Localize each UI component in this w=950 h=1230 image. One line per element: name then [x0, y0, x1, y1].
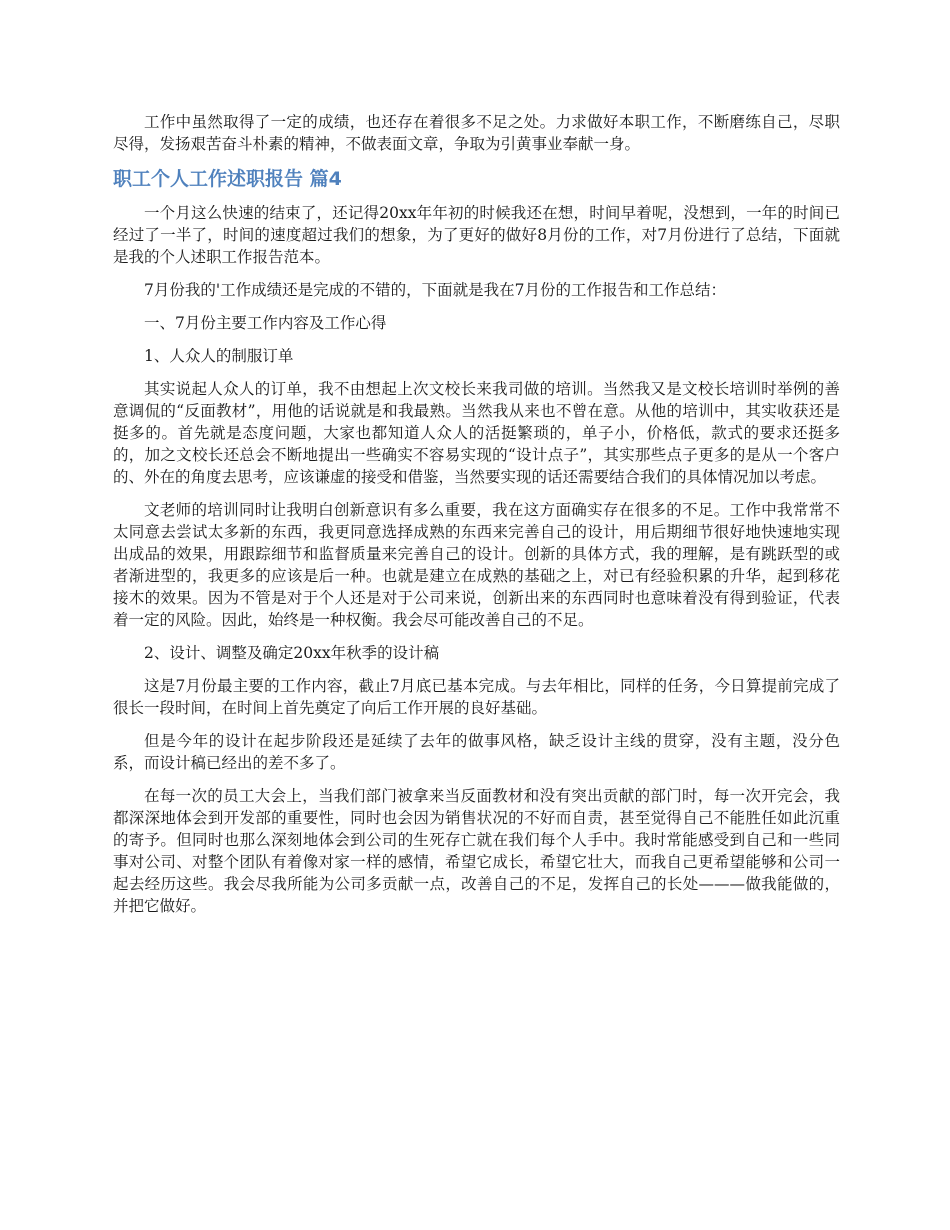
paragraph-2: 7月份我的'工作成绩还是完成的不错的，下面就是我在7月份的工作报告和工作总结：	[144, 281, 726, 299]
paragraph-5: 这是7月份最主要的工作内容，截止7月底已基本完成。与去年相比，同样的任务，今日算提前完成了很长一段时间，在时间上首先奠定了向后工作开展的良好基础。	[113, 677, 840, 717]
paragraph-7: 在每一次的员工大会上，当我们部门被拿来当反面教材和没有突出贡献的部门时，每一次开完会，我都深深地体会到开发部的重要性，同时也会因为销售状况的不好而自责，甚至觉得自己不能胜任如此沉重的寄予。但同时也那么深刻地体会到公司的生死存亡就在我们每个人手中。我时常能感受到自己和一些同事对公司、对整个团队有着像对家一样的感情，希望它成长，希望它壮大，而我自己更希望能够和公司一起去经历这些。我会尽我所能为公司多贡献一点，改善自己的不足，发挥自己的长处———做我能做的，并把它做好。	[113, 787, 840, 915]
paragraph-6: 但是今年的设计在起步阶段还是延续了去年的做事风格，缺乏设计主线的贯穿，没有主题，没分色系，而设计稿已经出的差不多了。	[113, 732, 840, 772]
paragraph-3: 其实说起人众人的订单，我不由想起上次文校长来我司做的培训。当然我又是文校长培训时举例的善意调侃的“反面教材”，用他的话说就是和我最熟。当然我从来也不曾在意。从他的培训中，其实收获还是挺多的。首先就是态度问题，大家也都知道人众人的活挺繁琐的，单子小，价格低，款式的要求还挺多的，加之文校长还总会不断地提出一些确实不容易实现的“设计点子”，其实那些点子更多的是从一个客户的、外在的角度去思考，应该谦虚的接受和借鉴，当然要实现的话还需要结合我们的具体情况加以考虑。	[113, 380, 840, 486]
document-page	[113, 111, 840, 917]
paragraph-1: 一个月这么快速的结束了，还记得20xx年年初的时候我还在想，时间早着呢，没想到，一年的时间已经过了一半了，时间的速度超过我们的想象，为了更好的做好8月份的工作，对7月份进行了总结，下面就是我的个人述职工作报告范本。	[113, 204, 840, 266]
section-heading: 职工个人工作述职报告 篇4	[113, 168, 342, 190]
paragraph-4: 文老师的培训同时让我明白创新意识有多么重要，我在这方面确实存在很多的不足。工作中我常常不太同意去尝试太多新的东西，我更同意选择成熟的东西来完善自己的设计，用后期细节很好地快速地实现出成品的效果，用跟踪细节和监督质量来完善自己的设计。创新的具体方式，我的理解，是有跳跃型的或者渐进型的，我更多的应该是后一种。也就是建立在成熟的基础之上，对已有经验积累的升华，起到移花接木的效果。因为不管是对于个人还是对于公司来说，创新出来的东西同时也意味着没有得到验证，代表着一定的风险。因此，始终是一种权衡。我会尽可能改善自己的不足。	[113, 501, 840, 629]
list-item-design-draft: 2、设计、调整及确定20xx年秋季的设计稿	[144, 644, 440, 662]
intro-paragraph: 工作中虽然取得了一定的成绩，也还存在着很多不足之处。力求做好本职工作，不断磨练自己，尽职尽得，发扬艰苦奋斗朴素的精神，不做表面文章，争取为引黄事业奉献一身。	[113, 113, 840, 153]
list-item-main-work: 一、7月份主要工作内容及工作心得	[144, 314, 387, 332]
list-item-uniform-order: 1、人众人的制服订单	[144, 347, 294, 365]
